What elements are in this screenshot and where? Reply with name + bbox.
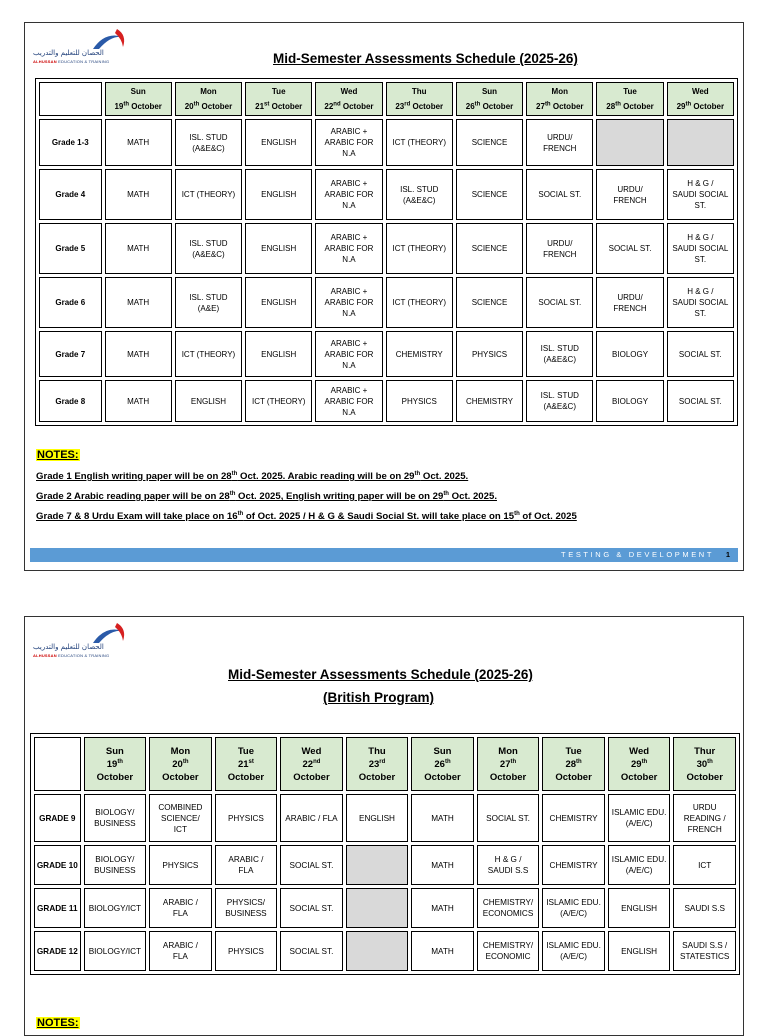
grade-label: GRADE 11: [34, 888, 81, 928]
schedule-cell: SAUDI S.S: [673, 888, 736, 928]
schedule-cell: ENGLISH: [245, 277, 312, 328]
schedule-cell: ARABIC / FLA: [280, 794, 343, 842]
note-line: Grade 1 English writing paper will be on 28th Oct. 2025. Arabic reading will be on 29th Oct. 2025.: [36, 470, 469, 482]
logo-english-text: ALHUSSAN EDUCATION & TRAINING: [33, 653, 110, 658]
schedule-cell: H & G / SAUDI SOCIAL ST.: [667, 277, 734, 328]
schedule-cell: MATH: [411, 888, 474, 928]
table-row: [39, 331, 734, 377]
header-month: October: [489, 771, 527, 783]
header-date: 26th: [434, 758, 451, 770]
schedule-cell: CHEMISTRY: [542, 794, 605, 842]
table-row: [34, 845, 736, 885]
header-day: Tue: [237, 745, 255, 757]
header-day: Mon: [498, 745, 518, 757]
schedule-cell: BIOLOGY: [596, 331, 663, 377]
header-date: 30th: [696, 758, 713, 770]
schedule-cell: ARABIC + ARABIC FOR N.A: [315, 169, 382, 220]
schedule-cell: ENGLISH: [346, 794, 409, 842]
header-month: October: [201, 102, 233, 111]
schedule-cell: ICT (THEORY): [386, 277, 453, 328]
schedule-cell: ARABIC / FLA: [149, 888, 212, 928]
logo-arabic-text: الحصان للتعليم والتدريب: [33, 49, 104, 57]
header-date: 29th: [630, 758, 648, 770]
schedule-cell: BIOLOGY/ICT: [84, 931, 147, 971]
schedule-cell: SOCIAL ST.: [280, 845, 343, 885]
schedule-cell: ARABIC + ARABIC FOR N.A: [315, 277, 382, 328]
schedule-cell: CHEMISTRY/ ECONOMIC: [477, 931, 540, 971]
schedule-cell: [667, 119, 734, 166]
schedule-cell: MATH: [105, 331, 172, 377]
table-row: [39, 223, 734, 274]
header-month: October: [620, 771, 658, 783]
header-date: 21st: [237, 758, 254, 770]
header-day: Wed: [301, 745, 322, 757]
schedule-cell: ISL. STUD (A&E&C): [386, 169, 453, 220]
page-subtitle: (British Program): [323, 690, 435, 705]
header-date: 20th: [184, 101, 200, 111]
schedule-cell: PHYSICS: [215, 794, 278, 842]
header-day: Tue: [271, 87, 286, 96]
header-month: October: [693, 102, 725, 111]
schedule-cell: ICT: [673, 845, 736, 885]
header-date: 22nd: [302, 758, 321, 770]
column-header: [175, 82, 242, 116]
schedule-cell: ARABIC + ARABIC FOR N.A: [315, 380, 382, 422]
header-row: [39, 82, 734, 116]
header-day: Mon: [170, 745, 191, 757]
column-header: [280, 737, 343, 791]
header-date: 20th: [172, 758, 189, 770]
schedule-cell: ENGLISH: [245, 119, 312, 166]
column-header: [667, 82, 734, 116]
schedule-cell: URDU/ FRENCH: [596, 169, 663, 220]
logo-arabic-text: الحصان للتعليم والتدريب: [33, 643, 104, 651]
schedule-cell: ISLAMIC EDU. (A/E/C): [608, 845, 671, 885]
page-footer: [30, 548, 738, 562]
company-logo: [31, 27, 141, 69]
grade-label: Grade 4: [39, 169, 102, 220]
schedule-cell: ISL. STUD (A&E&C): [175, 223, 242, 274]
schedule-cell: ICT (THEORY): [245, 380, 312, 422]
logo-mark-icon: [89, 621, 129, 645]
column-header: [526, 82, 593, 116]
schedule-cell: SOCIAL ST.: [596, 223, 663, 274]
schedule-cell: ENGLISH: [175, 380, 242, 422]
header-month: October: [162, 771, 199, 783]
schedule-cell: MATH: [411, 931, 474, 971]
page-title: Mid-Semester Assessments Schedule (2025-26): [273, 51, 578, 66]
schedule-cell: MATH: [105, 223, 172, 274]
header-day: Wed: [340, 87, 358, 96]
schedule-cell: URDU READING / FRENCH: [673, 794, 736, 842]
schedule-cell: BIOLOGY/ BUSINESS: [84, 845, 147, 885]
corner-cell: [34, 737, 81, 791]
schedule-cell: PHYSICS: [456, 331, 523, 377]
schedule-cell: SOCIAL ST.: [477, 794, 540, 842]
header-date: 22nd: [324, 101, 341, 111]
header-month: October: [96, 771, 134, 783]
schedule-cell: CHEMISTRY: [386, 331, 453, 377]
schedule-cell: ISL. STUD (A&E): [175, 277, 242, 328]
header-day: Mon: [551, 87, 568, 96]
column-header: [105, 82, 172, 116]
schedule-cell: H & G / SAUDI SOCIAL ST.: [667, 169, 734, 220]
note-line: Grade 2 Arabic reading paper will be on 28th Oct. 2025, English writing paper will be on 29th Oct. 2025.: [36, 490, 497, 502]
table-row: [39, 277, 734, 328]
schedule-cell: BIOLOGY/ICT: [84, 888, 147, 928]
schedule-cell: CHEMISTRY/ ECONOMICS: [477, 888, 540, 928]
grade-label: Grade 8: [39, 380, 102, 422]
header-row: [34, 737, 736, 791]
schedule-cell: [346, 888, 409, 928]
page-number: 1: [725, 550, 730, 559]
schedule-cell: SOCIAL ST.: [280, 888, 343, 928]
grade-label: GRADE 10: [34, 845, 81, 885]
schedule-cell: SOCIAL ST.: [526, 169, 593, 220]
logo-english-text: ALHUSSAN EDUCATION & TRAINING: [33, 59, 110, 64]
column-header: [346, 737, 409, 791]
grade-label: GRADE 12: [34, 931, 81, 971]
header-day: Wed: [629, 745, 650, 757]
schedule-cell: ENGLISH: [245, 331, 312, 377]
header-date: 26th: [465, 101, 481, 111]
column-header: [149, 737, 212, 791]
schedule-cell: ARABIC / FLA: [149, 931, 212, 971]
schedule-cell: SOCIAL ST.: [280, 931, 343, 971]
header-month: October: [227, 771, 265, 783]
schedule-cell: PHYSICS: [215, 931, 278, 971]
page-2: [24, 616, 744, 1036]
schedule-cell: ARABIC / FLA: [215, 845, 278, 885]
schedule-cell: SCIENCE: [456, 223, 523, 274]
schedule-cell: [596, 119, 663, 166]
schedule-cell: ICT (THEORY): [175, 169, 242, 220]
table-row: [39, 169, 734, 220]
schedule-cell: MATH: [105, 119, 172, 166]
table-row: [34, 931, 736, 971]
schedule-cell: ARABIC + ARABIC FOR N.A: [315, 223, 382, 274]
header-day: Tue: [565, 745, 582, 757]
page-1: [24, 22, 744, 571]
schedule-cell: MATH: [411, 845, 474, 885]
header-day: Sun: [105, 745, 124, 757]
header-date: 23rd: [368, 758, 386, 770]
schedule-cell: ENGLISH: [608, 931, 671, 971]
header-day: Wed: [691, 87, 709, 96]
schedule-cell: ENGLISH: [608, 888, 671, 928]
schedule-cell: ARABIC + ARABIC FOR N.A: [315, 119, 382, 166]
header-day: Thu: [411, 87, 427, 96]
header-date: 28th: [606, 101, 621, 111]
schedule-cell: H & G / SAUDI SOCIAL ST.: [667, 223, 734, 274]
table-row: [39, 119, 734, 166]
schedule-cell: ICT (THEORY): [386, 119, 453, 166]
schedule-cell: PHYSICS: [149, 845, 212, 885]
schedule-cell: [346, 931, 409, 971]
column-header: [608, 737, 671, 791]
column-header: [596, 82, 663, 116]
schedule-cell: MATH: [105, 380, 172, 422]
schedule-cell: URDU/ FRENCH: [596, 277, 663, 328]
column-header: [386, 82, 453, 116]
header-month: October: [358, 771, 396, 783]
header-day: Sun: [130, 87, 146, 96]
grade-label: Grade 1-3: [39, 119, 102, 166]
schedule-cell: SOCIAL ST.: [667, 331, 734, 377]
header-date: 28th: [565, 758, 582, 770]
note-line: Grade 7 & 8 Urdu Exam will take place on 16th of Oct. 2025 / H & G & Saudi Social St. will take place on 15th of Oct. 2025: [36, 510, 577, 522]
schedule-cell: ENGLISH: [245, 223, 312, 274]
notes-heading: NOTES:: [37, 1017, 79, 1029]
schedule-cell: MATH: [105, 169, 172, 220]
schedule-cell: ISL. STUD (A&E&C): [526, 380, 593, 422]
header-month: October: [424, 771, 461, 783]
header-month: October: [482, 102, 514, 111]
schedule-cell: SOCIAL ST.: [526, 277, 593, 328]
schedule-cell: CHEMISTRY: [456, 380, 523, 422]
corner-cell: [39, 82, 102, 116]
schedule-cell: COMBINED SCIENCE/ ICT: [149, 794, 212, 842]
header-day: Thur: [694, 745, 716, 757]
grade-label: Grade 5: [39, 223, 102, 274]
header-date: 19th: [114, 101, 130, 111]
schedule-cell: BIOLOGY/ BUSINESS: [84, 794, 147, 842]
schedule-cell: PHYSICS: [386, 380, 453, 422]
grade-label: Grade 7: [39, 331, 102, 377]
schedule-cell: SCIENCE: [456, 277, 523, 328]
notes-heading: NOTES:: [37, 449, 79, 461]
column-header: [477, 737, 540, 791]
header-day: Tue: [623, 87, 637, 96]
schedule-cell: ISLAMIC EDU. (A/E/C): [542, 888, 605, 928]
grade-label: GRADE 9: [34, 794, 81, 842]
column-header: [456, 82, 523, 116]
company-logo: [31, 621, 141, 663]
column-header: [215, 737, 278, 791]
header-month: October: [686, 771, 723, 783]
schedule-cell: MATH: [411, 794, 474, 842]
schedule-cell: ENGLISH: [245, 169, 312, 220]
table-row: [39, 380, 734, 422]
column-header: [542, 737, 605, 791]
header-month: October: [271, 102, 303, 111]
header-date: 21st: [255, 101, 270, 111]
page-title: Mid-Semester Assessments Schedule (2025-26): [228, 667, 533, 682]
table-row: [34, 888, 736, 928]
schedule-cell: SCIENCE: [456, 119, 523, 166]
header-month: October: [623, 102, 654, 111]
schedule-cell: URDU/ FRENCH: [526, 119, 593, 166]
schedule-cell: PHYSICS/ BUSINESS: [215, 888, 278, 928]
schedule-cell: SCIENCE: [456, 169, 523, 220]
header-month: October: [555, 771, 592, 783]
schedule-cell: SOCIAL ST.: [667, 380, 734, 422]
schedule-cell: MATH: [105, 277, 172, 328]
schedule-cell: ISL. STUD (A&E&C): [526, 331, 593, 377]
column-header: [315, 82, 382, 116]
schedule-cell: CHEMISTRY: [542, 845, 605, 885]
schedule-cell: ISLAMIC EDU. (A/E/C): [542, 931, 605, 971]
header-date: 19th: [106, 758, 123, 770]
schedule-cell: ISLAMIC EDU. (A/E/C): [608, 794, 671, 842]
column-header: [673, 737, 736, 791]
header-day: Thu: [368, 745, 386, 757]
schedule-cell: ISL. STUD (A&E&C): [175, 119, 242, 166]
schedule-table-british: [30, 733, 740, 975]
schedule-cell: ICT (THEORY): [386, 223, 453, 274]
header-month: October: [552, 102, 584, 111]
header-date: 27th: [536, 101, 551, 111]
schedule-cell: URDU/ FRENCH: [526, 223, 593, 274]
header-month: October: [342, 102, 374, 111]
header-date: 23rd: [395, 101, 411, 111]
schedule-cell: ARABIC + ARABIC FOR N.A: [315, 331, 382, 377]
header-date: 29th: [676, 101, 692, 111]
header-month: October: [412, 102, 444, 111]
schedule-cell: [346, 845, 409, 885]
logo-mark-icon: [89, 27, 129, 51]
header-month: October: [131, 102, 162, 111]
column-header: [245, 82, 312, 116]
column-header: [84, 737, 147, 791]
header-month: October: [293, 771, 330, 783]
schedule-table: [35, 78, 738, 426]
column-header: [411, 737, 474, 791]
schedule-cell: H & G / SAUDI S.S: [477, 845, 540, 885]
schedule-cell: ICT (THEORY): [175, 331, 242, 377]
table-row: [34, 794, 736, 842]
schedule-cell: SAUDI S.S / STATESTICS: [673, 931, 736, 971]
header-date: 27th: [499, 758, 517, 770]
header-day: Sun: [433, 745, 452, 757]
header-day: Sun: [481, 87, 498, 96]
schedule-cell: BIOLOGY: [596, 380, 663, 422]
header-day: Mon: [200, 87, 217, 96]
footer-department: TESTING & DEVELOPMENT: [561, 550, 714, 559]
grade-label: Grade 6: [39, 277, 102, 328]
